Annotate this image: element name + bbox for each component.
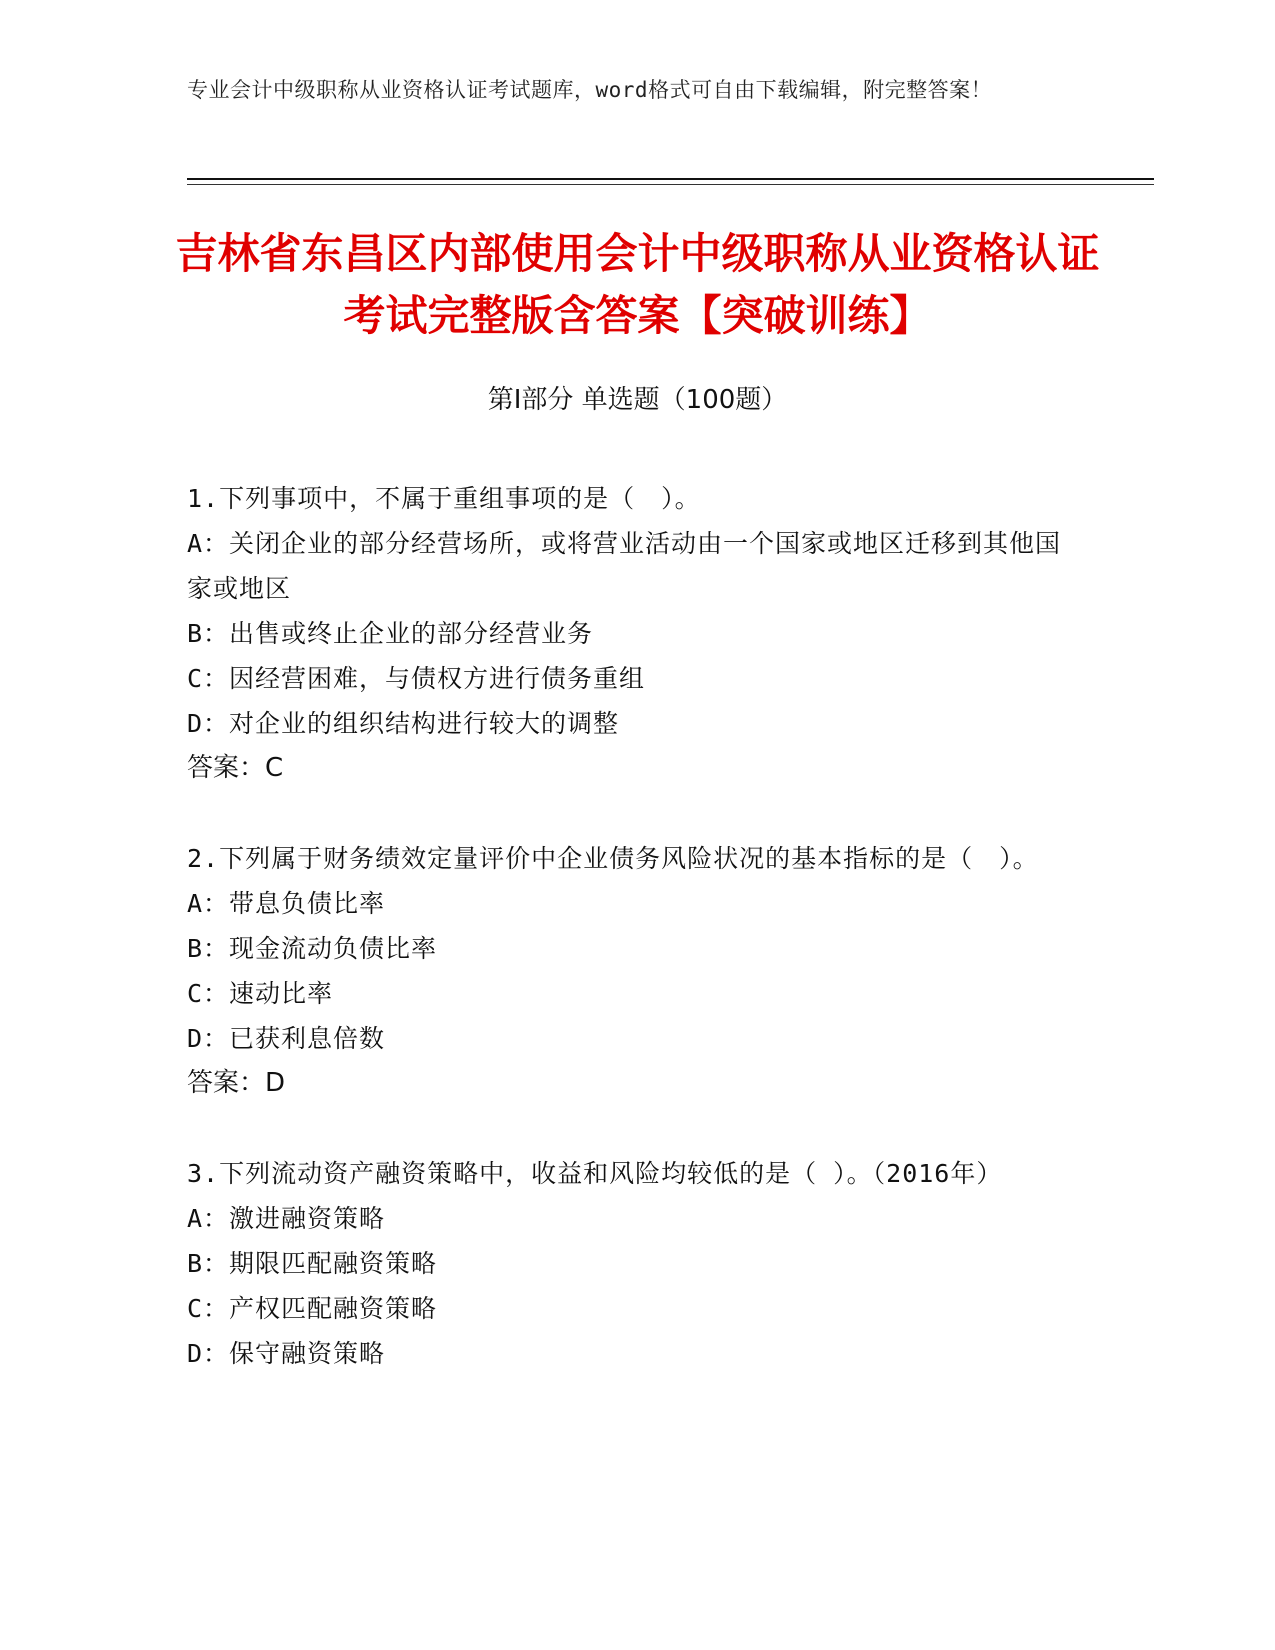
answer-text: 答案：D bbox=[187, 1068, 286, 1098]
question-text: 1.下列事项中，不属于重组事项的是（ ）。 bbox=[187, 484, 701, 513]
question-text: 3.下列流动资产融资策略中，收益和风险均较低的是（ ）。（2016年） bbox=[187, 1159, 1003, 1188]
option-b: B：期限匹配融资策略 bbox=[187, 1249, 438, 1278]
question-list bbox=[187, 476, 1087, 1421]
option-a: A：关闭企业的部分经营场所，或将营业活动由一个国家或地区迁移到其他国家或地区 bbox=[187, 529, 1062, 603]
question-3 bbox=[187, 1151, 1087, 1376]
option-b: B：出售或终止企业的部分经营业务 bbox=[187, 619, 594, 648]
question-text: 2.下列属于财务绩效定量评价中企业债务风险状况的基本指标的是（ ）。 bbox=[187, 844, 1039, 873]
question-2 bbox=[187, 836, 1087, 1106]
document-title: 吉林省东昌区内部使用会计中级职称从业资格认证考试完整版含答案【突破训练】 bbox=[175, 229, 1100, 340]
option-d: D：对企业的组织结构进行较大的调整 bbox=[187, 709, 620, 738]
option-a: A：带息负债比率 bbox=[187, 889, 386, 918]
option-c: C：因经营困难，与债权方进行债务重组 bbox=[187, 664, 646, 693]
header-divider-thin bbox=[187, 184, 1154, 185]
answer-text: 答案：C bbox=[187, 753, 284, 783]
header-note: 专业会计中级职称从业资格认证考试题库，word格式可自由下载编辑，附完整答案！ bbox=[187, 78, 993, 102]
section-heading: 第Ⅰ部分 单选题（100题） bbox=[487, 385, 788, 415]
option-d: D：保守融资策略 bbox=[187, 1339, 386, 1368]
option-d: D：已获利息倍数 bbox=[187, 1024, 386, 1053]
option-a: A：激进融资策略 bbox=[187, 1204, 386, 1233]
option-c: C：产权匹配融资策略 bbox=[187, 1294, 438, 1323]
option-b: B：现金流动负债比率 bbox=[187, 934, 438, 963]
question-1 bbox=[187, 476, 1087, 791]
header-divider-thick bbox=[187, 178, 1154, 180]
option-c: C：速动比率 bbox=[187, 979, 334, 1008]
